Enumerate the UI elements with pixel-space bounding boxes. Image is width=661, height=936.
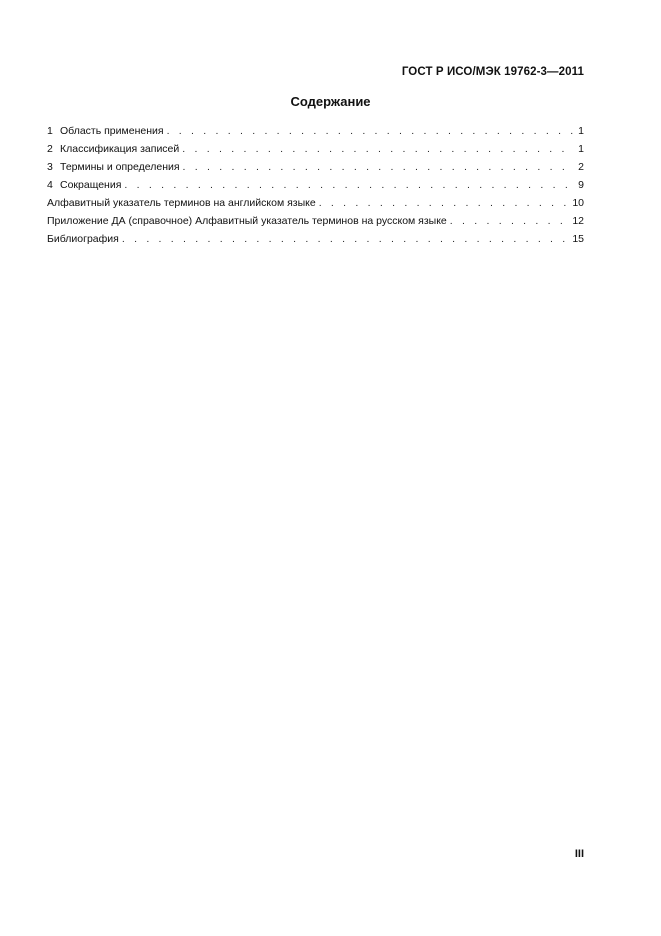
toc-dot-leader — [450, 212, 571, 230]
toc-entry-terms[interactable] — [47, 158, 584, 176]
toc-title: Содержание — [290, 94, 371, 109]
toc-entry-text: Термины и определения — [60, 161, 180, 173]
toc-entry-number: 1 — [47, 125, 53, 137]
toc-entry-page: 10 — [572, 197, 584, 209]
toc-entry-page: 9 — [578, 179, 584, 191]
toc-entry-russian-index[interactable] — [47, 212, 584, 230]
toc-entry-scope[interactable] — [47, 122, 584, 140]
toc-entry-page: 12 — [572, 215, 584, 227]
toc-entry-text: Приложение ДА (справочное) Алфавитный указатель терминов на русском языке — [47, 215, 447, 227]
toc-entry-number: 2 — [47, 143, 53, 155]
toc-entry-number: 3 — [47, 161, 53, 173]
toc-entry-text: Классификация записей — [60, 143, 180, 155]
toc-entry-text: Алфавитный указатель терминов на английском языке — [47, 197, 316, 209]
toc-entry-english-index[interactable] — [47, 194, 584, 212]
toc-dot-leader — [167, 122, 574, 140]
table-of-contents — [47, 122, 584, 248]
standard-code-header: ГОСТ Р ИСО/МЭК 19762-3—2011 — [401, 66, 584, 78]
toc-entry-abbreviations[interactable] — [47, 176, 584, 194]
toc-entry-text: Сокращения — [60, 179, 122, 191]
toc-entry-classification[interactable] — [47, 140, 584, 158]
toc-dot-leader — [319, 194, 571, 212]
toc-entry-page: 1 — [578, 143, 584, 155]
toc-entry-bibliography[interactable] — [47, 230, 584, 248]
toc-entry-text: Библиография — [47, 233, 119, 245]
toc-entry-number: 4 — [47, 179, 53, 191]
toc-entry-page: 2 — [578, 161, 584, 173]
toc-entry-text: Область применения — [60, 125, 164, 137]
toc-entry-page: 15 — [572, 233, 584, 245]
toc-dot-leader — [182, 140, 574, 158]
page-number: III — [574, 848, 584, 860]
toc-dot-leader — [183, 158, 574, 176]
toc-dot-leader — [122, 230, 570, 248]
toc-entry-page: 1 — [578, 125, 584, 137]
toc-dot-leader — [124, 176, 574, 194]
